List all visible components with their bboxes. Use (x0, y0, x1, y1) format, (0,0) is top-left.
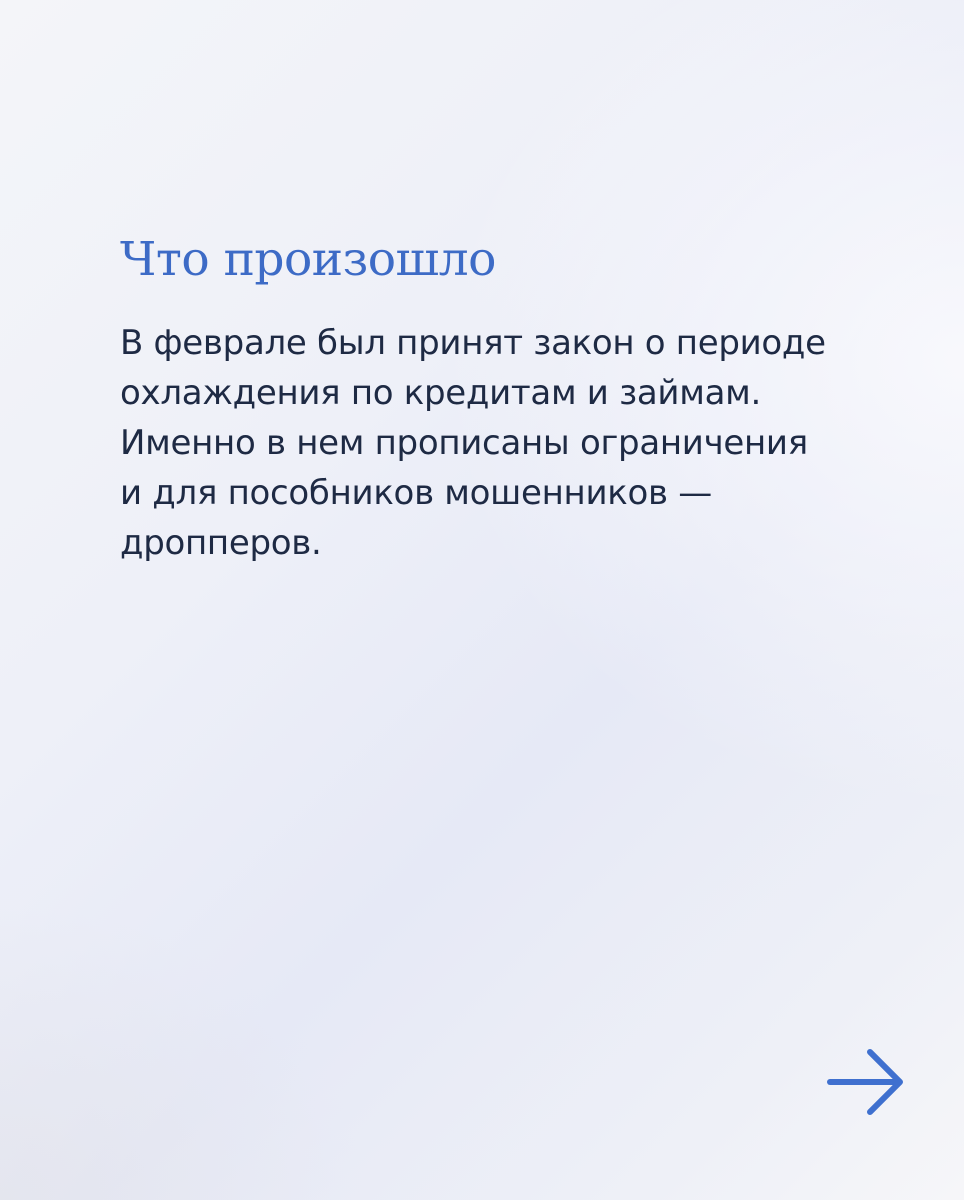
arrow-right-icon (826, 1046, 906, 1118)
slide-title: Что произошло (120, 232, 496, 287)
next-slide-button[interactable] (826, 1046, 906, 1118)
slide-body-text: В феврале был принят закон о периоде охлаждения по кредитам и займам. Именно в нем прописаны ограничения и для пособников мошенников — дропперов. (120, 323, 826, 563)
